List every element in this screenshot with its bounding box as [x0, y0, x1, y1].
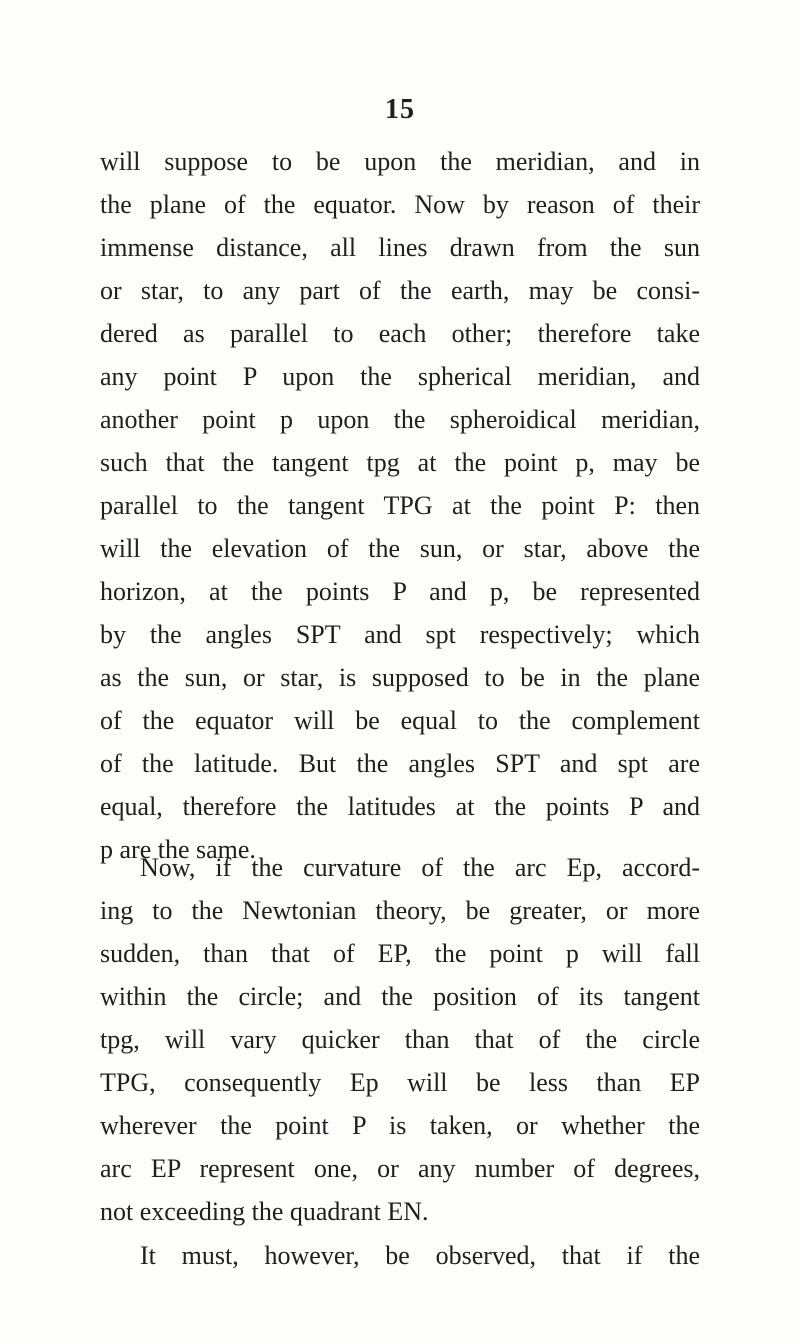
paragraph-1 [100, 140, 700, 871]
text-line: the plane of the equator. Now by reason of their [100, 190, 700, 219]
text-line: wherever the point P is taken, or whether the [100, 1111, 700, 1140]
text-line: parallel to the tangent TPG at the point P: then [100, 491, 700, 520]
text-line: ing to the Newtonian theory, be greater, or more [100, 896, 700, 925]
text-line: arc EP represent one, or any number of degrees, [100, 1154, 700, 1183]
paragraph-3 [100, 1234, 700, 1277]
text-line: It must, however, be observed, that if the [140, 1241, 700, 1270]
text-line: TPG, consequently Ep will be less than EP [100, 1068, 700, 1097]
text-line: not exceeding the quadrant EN. [100, 1197, 429, 1226]
text-line: immense distance, all lines drawn from the sun [100, 233, 700, 262]
text-line: horizon, at the points P and p, be represented [100, 577, 700, 606]
text-line: as the sun, or star, is supposed to be in the plane [100, 663, 700, 692]
text-line: such that the tangent tpg at the point p, may be [100, 448, 700, 477]
page-number: 15 [385, 94, 415, 125]
text-line: tpg, will vary quicker than that of the circle [100, 1025, 700, 1054]
text-line: any point P upon the spherical meridian, and [100, 362, 700, 391]
text-line: by the angles SPT and spt respectively; which [100, 620, 700, 649]
text-line: of the latitude. But the angles SPT and spt are [100, 749, 700, 778]
text-line: p are the same. [100, 835, 256, 864]
text-line: equal, therefore the latitudes at the points P and [100, 792, 700, 821]
text-line: or star, to any part of the earth, may be consi- [100, 276, 700, 305]
text-line: another point p upon the spheroidical meridian, [100, 405, 700, 434]
text-line: will suppose to be upon the meridian, and in [100, 147, 700, 176]
text-line: within the circle; and the position of its tangent [100, 982, 700, 1011]
text-line: sudden, than that of EP, the point p will fall [100, 939, 700, 968]
text-line: of the equator will be equal to the complement [100, 706, 700, 735]
text-line: will the elevation of the sun, or star, above the [100, 534, 700, 563]
text-line: Now, if the curvature of the arc Ep, accord- [140, 853, 700, 882]
text-line: dered as parallel to each other; therefore take [100, 319, 700, 348]
paragraph-2 [100, 846, 700, 1233]
